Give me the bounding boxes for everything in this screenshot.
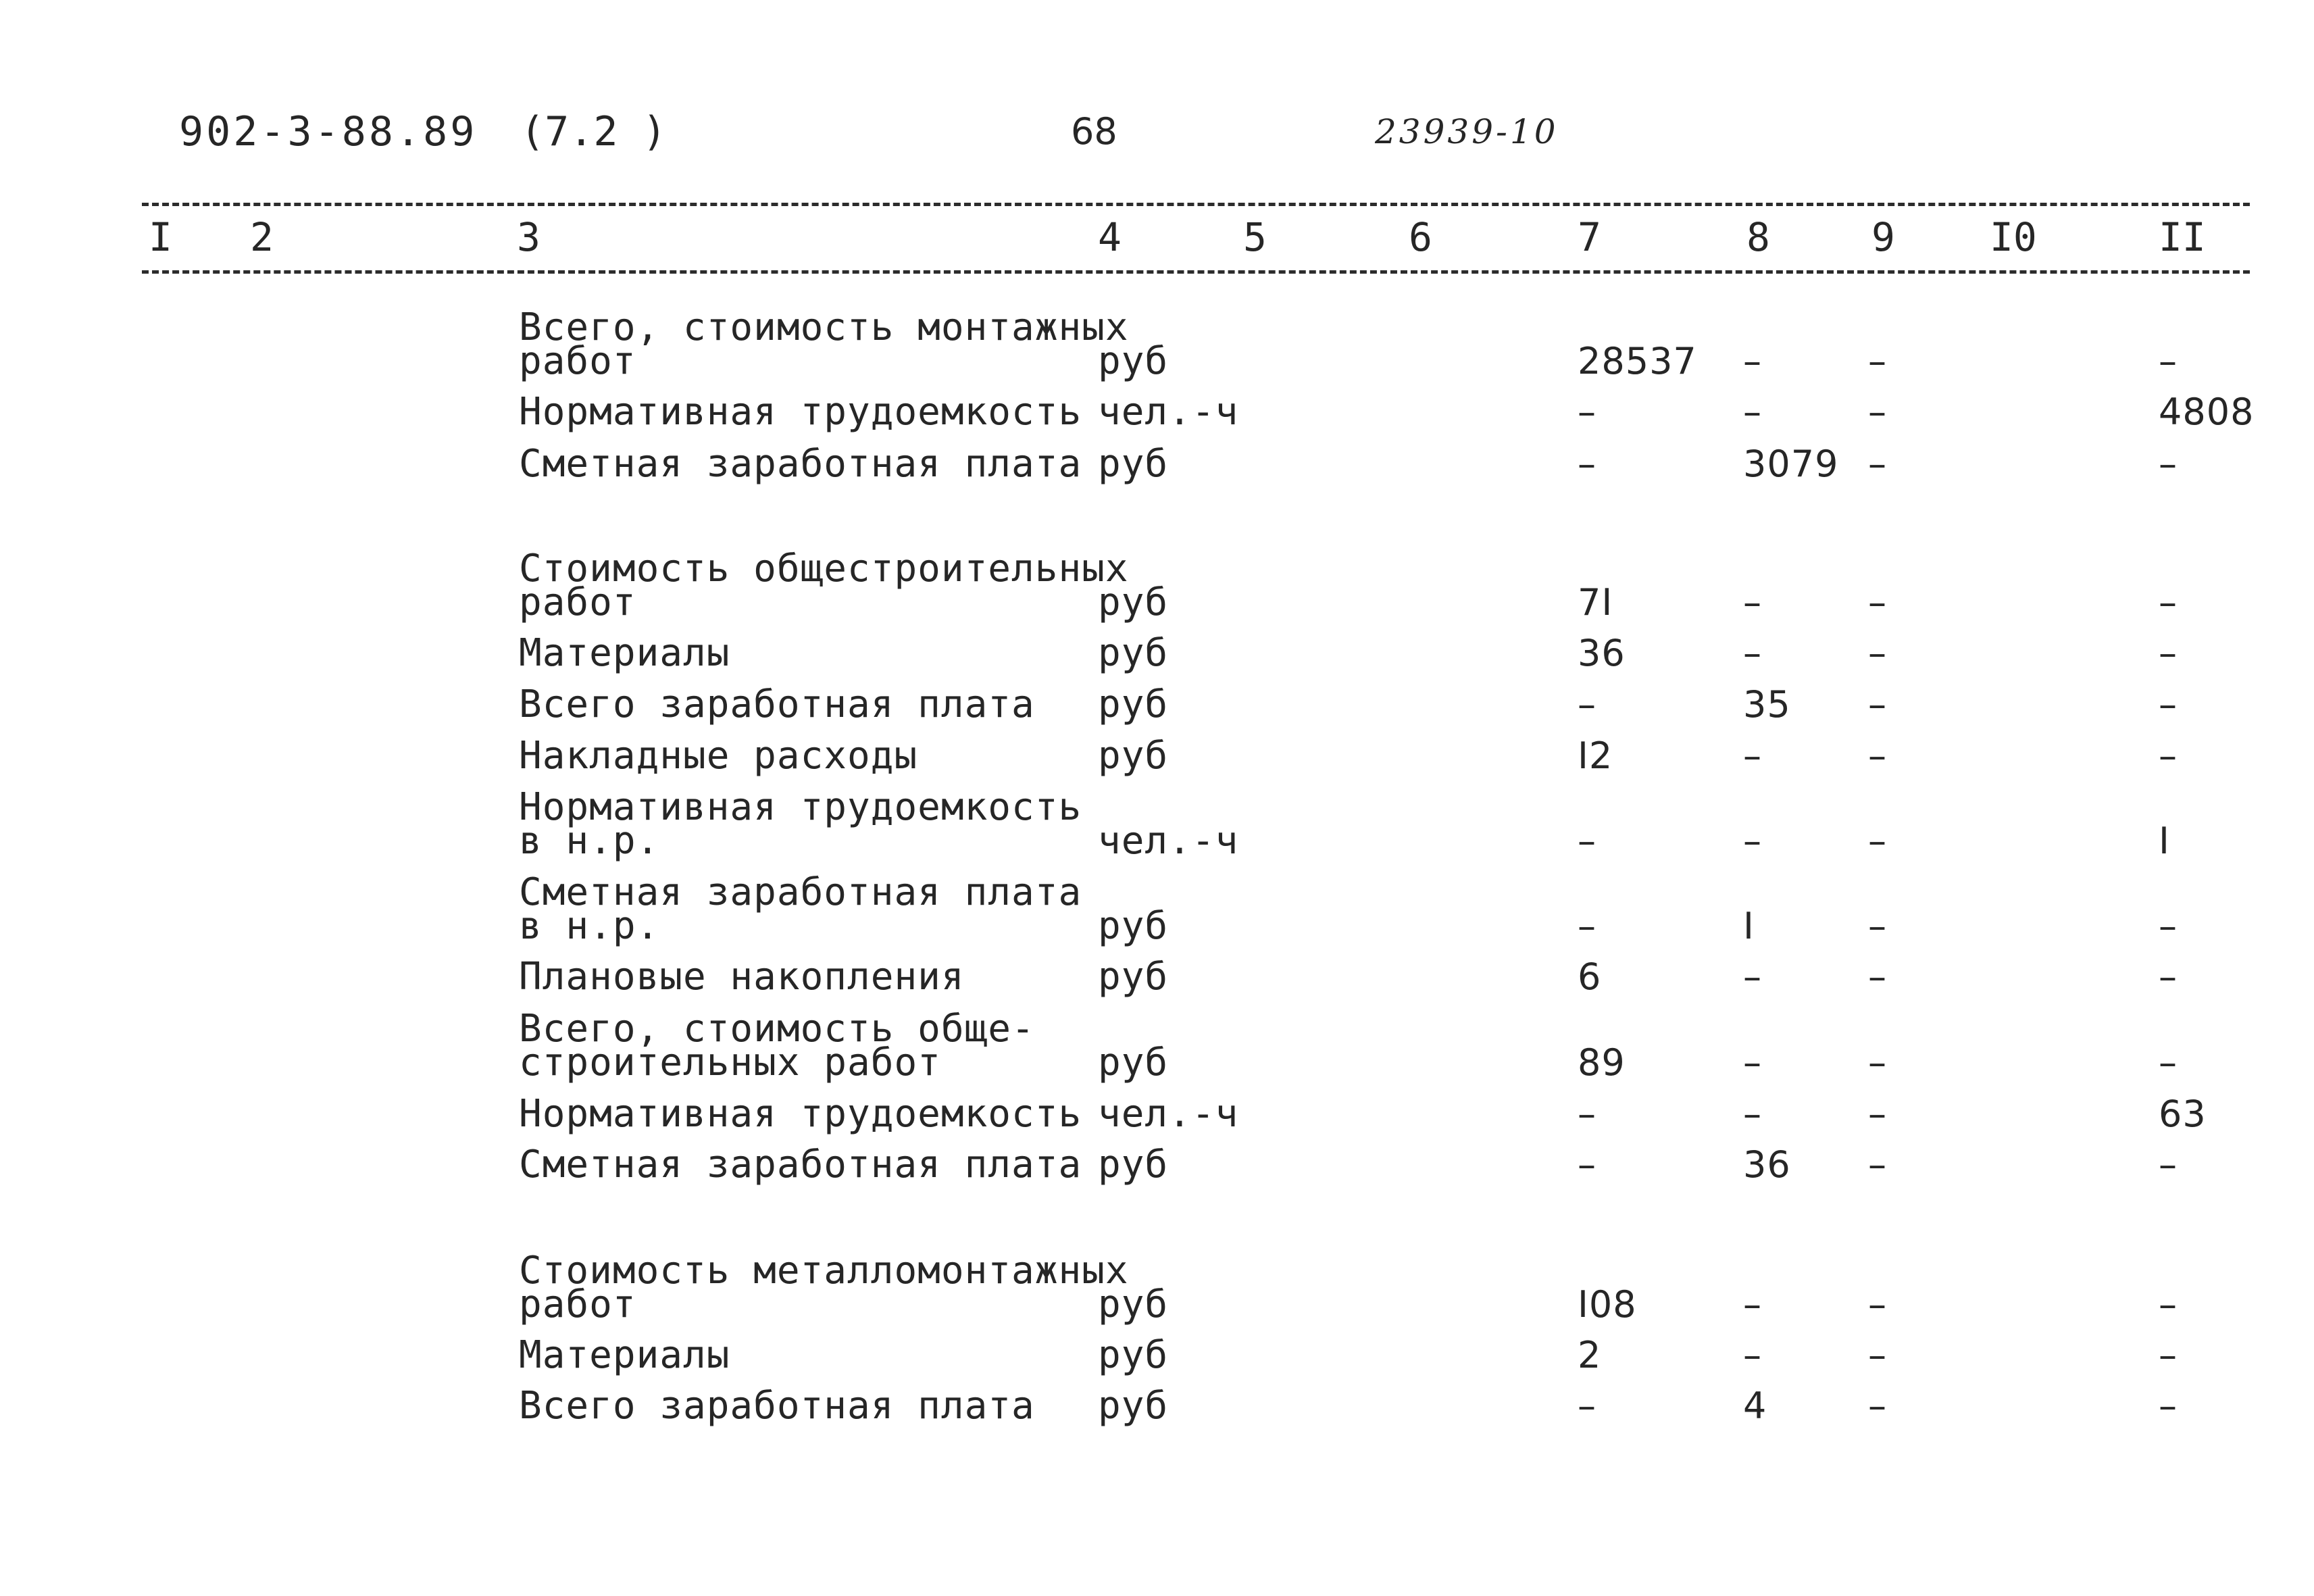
cell-col-9: – xyxy=(1868,955,1887,998)
cell-col-11: – xyxy=(2159,581,2178,624)
cell-col-11: – xyxy=(2159,443,2178,485)
cell-col-7: I08 xyxy=(1578,1283,1637,1326)
album-number: (7.2 ) xyxy=(520,108,667,155)
row-name: Нормативная трудоемкость xyxy=(519,390,1082,434)
cell-col-11: – xyxy=(2159,1041,2178,1084)
cell-col-8: – xyxy=(1743,1334,1762,1376)
cell-col-11: – xyxy=(2159,1283,2178,1326)
row-name: Сметная заработная плата xyxy=(519,442,1082,486)
column-number-10: I0 xyxy=(1990,214,2037,260)
row-unit: руб xyxy=(1098,339,1169,383)
row-name: Нормативная трудоемкость xyxy=(519,1092,1082,1136)
row-name: в н.р. xyxy=(519,904,660,948)
row-unit: руб xyxy=(1098,1143,1169,1187)
cell-col-7: – xyxy=(1578,1143,1596,1186)
cell-col-9: – xyxy=(1868,391,1887,433)
cell-col-8: 35 xyxy=(1743,683,1791,726)
page-number: 68 xyxy=(1071,110,1117,153)
row-unit: руб xyxy=(1098,631,1169,675)
cell-col-11: – xyxy=(2159,905,2178,947)
cell-col-8: 4 xyxy=(1743,1385,1767,1427)
row-name: Всего заработная плата xyxy=(519,682,1035,726)
cell-col-9: – xyxy=(1868,820,1887,862)
cell-col-9: – xyxy=(1868,340,1887,382)
cell-col-9: – xyxy=(1868,734,1887,777)
cell-col-9: – xyxy=(1868,632,1887,674)
cell-col-9: – xyxy=(1868,1041,1887,1084)
row-name: Всего, стоимость обще- xyxy=(519,1007,1035,1051)
row-unit: руб xyxy=(1098,1333,1169,1377)
cell-col-11: I xyxy=(2159,820,2170,862)
cell-col-7: – xyxy=(1578,443,1596,485)
cell-col-8: – xyxy=(1743,1093,1762,1135)
column-number-7: 7 xyxy=(1578,214,1601,260)
cell-col-9: – xyxy=(1868,1093,1887,1135)
cell-col-11: – xyxy=(2159,340,2178,382)
row-name: строительных работ xyxy=(519,1041,941,1084)
row-name: Материалы xyxy=(519,631,730,675)
row-name: Всего заработная плата xyxy=(519,1384,1035,1428)
cell-col-11: – xyxy=(2159,683,2178,726)
row-unit: руб xyxy=(1098,904,1169,948)
row-name: Сметная заработная плата xyxy=(519,870,1082,914)
cell-col-7: – xyxy=(1578,683,1596,726)
cell-col-9: – xyxy=(1868,905,1887,947)
cell-col-11: – xyxy=(2159,955,2178,998)
cell-col-8: – xyxy=(1743,632,1762,674)
row-unit: руб xyxy=(1098,955,1169,999)
cell-col-11: – xyxy=(2159,1385,2178,1427)
column-number-8: 8 xyxy=(1746,214,1770,260)
cell-col-11: – xyxy=(2159,734,2178,777)
cell-col-8: – xyxy=(1743,820,1762,862)
cell-col-7: – xyxy=(1578,391,1596,433)
cell-col-7: 6 xyxy=(1578,955,1602,998)
cell-col-7: I2 xyxy=(1578,734,1613,777)
cell-col-8: – xyxy=(1743,1283,1762,1326)
row-name: работ xyxy=(519,339,636,383)
row-name: работ xyxy=(519,1282,636,1326)
column-number-3: 3 xyxy=(517,214,540,260)
row-name: Всего, стоимость монтажных xyxy=(519,305,1129,349)
cell-col-11: – xyxy=(2159,1143,2178,1186)
cell-col-8: – xyxy=(1743,1041,1762,1084)
row-unit: чел.-ч xyxy=(1098,819,1239,863)
cell-col-9: – xyxy=(1868,1385,1887,1427)
column-number-4: 4 xyxy=(1098,214,1122,260)
cell-col-11: – xyxy=(2159,1334,2178,1376)
row-unit: руб xyxy=(1098,1282,1169,1326)
row-unit: руб xyxy=(1098,1384,1169,1428)
row-name: Накладные расходы xyxy=(519,734,918,778)
row-unit: руб xyxy=(1098,1041,1169,1084)
column-number-1: I xyxy=(149,214,172,260)
row-name: Нормативная трудоемкость xyxy=(519,785,1082,829)
cell-col-9: – xyxy=(1868,1143,1887,1186)
cell-col-9: – xyxy=(1868,581,1887,624)
cell-col-8: I xyxy=(1743,905,1755,947)
row-name: работ xyxy=(519,580,636,624)
cell-col-7: – xyxy=(1578,905,1596,947)
cell-col-7: 28537 xyxy=(1578,340,1697,382)
cell-col-9: – xyxy=(1868,1334,1887,1376)
row-name: в н.р. xyxy=(519,819,660,863)
cell-col-9: – xyxy=(1868,683,1887,726)
cell-col-8: – xyxy=(1743,955,1762,998)
row-unit: руб xyxy=(1098,442,1169,486)
column-number-5: 5 xyxy=(1243,214,1267,260)
cell-col-8: – xyxy=(1743,340,1762,382)
cell-col-8: 3079 xyxy=(1743,443,1839,485)
row-unit: руб xyxy=(1098,682,1169,726)
column-number-2: 2 xyxy=(250,214,274,260)
document-code: 902-3-88.89 xyxy=(179,108,478,155)
row-unit: чел.-ч xyxy=(1098,1092,1239,1136)
cell-col-7: 36 xyxy=(1578,632,1626,674)
table-top-rule xyxy=(142,203,2250,206)
column-number-9: 9 xyxy=(1871,214,1895,260)
cell-col-11: 63 xyxy=(2159,1093,2207,1135)
row-name: Плановые накопления xyxy=(519,955,965,999)
cell-col-7: – xyxy=(1578,820,1596,862)
cell-col-8: 36 xyxy=(1743,1143,1791,1186)
cell-col-7: – xyxy=(1578,1093,1596,1135)
cell-col-11: 4808 xyxy=(2159,391,2255,433)
cell-col-7: 2 xyxy=(1578,1334,1602,1376)
cell-col-7: – xyxy=(1578,1385,1596,1427)
cell-col-9: – xyxy=(1868,443,1887,485)
row-unit: чел.-ч xyxy=(1098,390,1239,434)
row-name: Стоимость металломонтажных xyxy=(519,1249,1129,1293)
inventory-number: 23939-10 xyxy=(1375,112,1559,151)
cell-col-8: – xyxy=(1743,391,1762,433)
cell-col-8: – xyxy=(1743,734,1762,777)
cell-col-9: – xyxy=(1868,1283,1887,1326)
cell-col-11: – xyxy=(2159,632,2178,674)
row-unit: руб xyxy=(1098,580,1169,624)
row-unit: руб xyxy=(1098,734,1169,778)
column-number-11: II xyxy=(2159,214,2206,260)
row-name: Сметная заработная плата xyxy=(519,1143,1082,1187)
cell-col-7: 89 xyxy=(1578,1041,1626,1084)
cell-col-7: 7I xyxy=(1578,581,1613,624)
row-name: Материалы xyxy=(519,1333,730,1377)
row-name: Стоимость общестроительных xyxy=(519,547,1129,591)
cell-col-8: – xyxy=(1743,581,1762,624)
column-number-6: 6 xyxy=(1409,214,1432,260)
table-header-rule xyxy=(142,270,2250,274)
